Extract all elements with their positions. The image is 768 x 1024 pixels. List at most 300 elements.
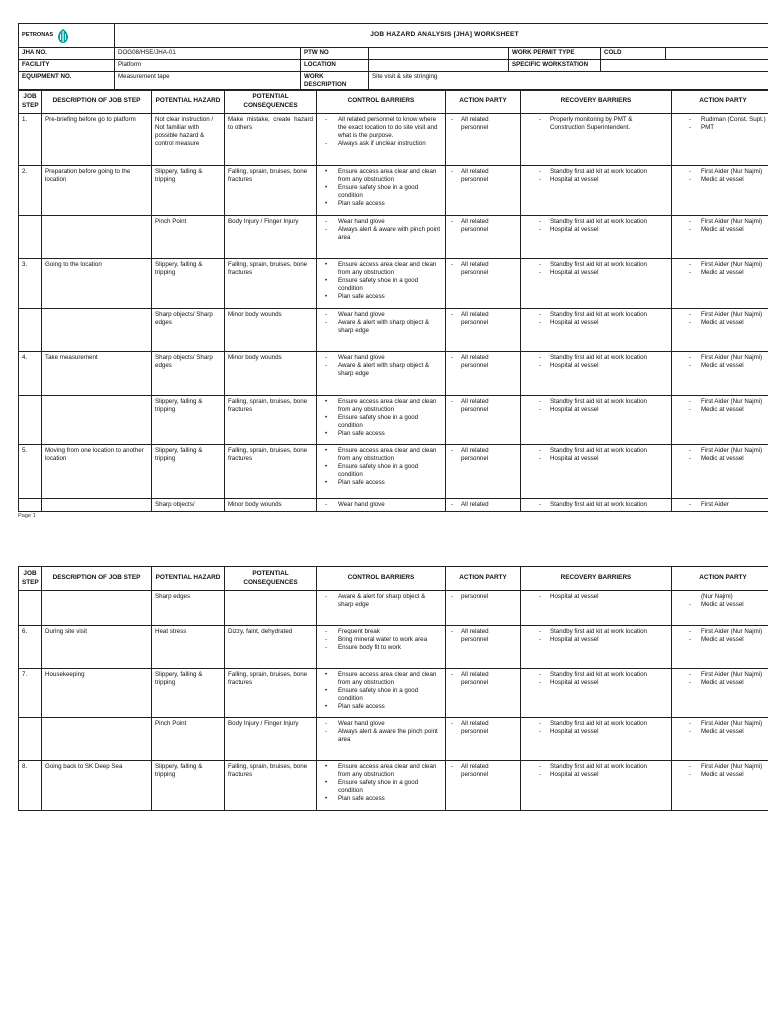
potential-hazard: Pinch Point xyxy=(152,718,225,761)
control-barrier-item: • Ensure safety shoe in a good condition xyxy=(320,687,442,703)
control-barriers-cell xyxy=(317,309,446,352)
control-barrier-item: • Ensure access area clear and clean from any obstruction xyxy=(320,447,442,463)
potential-hazard: Pinch Point xyxy=(152,216,225,259)
action-party-cell xyxy=(446,499,521,512)
recovery-action-party-item-list xyxy=(675,311,768,327)
recovery-action-party-item: - First Aider (Nur Najmi) xyxy=(675,447,768,455)
potential-hazard: Slippery, falling & tripping xyxy=(152,445,225,499)
recovery-barrier-item-list xyxy=(524,447,668,463)
recovery-barriers-cell xyxy=(521,216,672,259)
recovery-barrier-item: - Standby first aid kit at work location xyxy=(524,311,668,319)
job-step-number: 4. xyxy=(19,352,42,396)
col-job-step: JOB STEP xyxy=(19,90,42,114)
action-party-cell xyxy=(446,259,521,309)
recovery-barriers-cell xyxy=(521,669,672,718)
action-party-cell xyxy=(446,352,521,396)
recovery-barrier-item: - Standby first aid kit at work location xyxy=(524,628,668,636)
control-barrier-item: - Bring mineral water to work area xyxy=(320,636,442,644)
action-party-item-list xyxy=(449,628,517,644)
action-party-item-list xyxy=(449,447,517,463)
recovery-barrier-item-list xyxy=(524,354,668,370)
recovery-action-party-cell xyxy=(672,718,768,761)
col-action-party: ACTION PARTY xyxy=(446,567,521,591)
recovery-action-party-item-list xyxy=(675,671,768,687)
recovery-barriers-cell xyxy=(521,591,672,626)
control-barriers-cell xyxy=(317,216,446,259)
recovery-action-party-cell xyxy=(672,352,768,396)
control-barrier-item-list xyxy=(320,501,442,509)
recovery-action-party-item: - First Aider (Nur Najmi) xyxy=(675,398,768,406)
control-barrier-item: - Aware & alert with sharp object & sharp edge xyxy=(320,362,442,378)
control-barrier-item-list xyxy=(320,447,442,487)
recovery-barrier-item: - Standby first aid kit at work location xyxy=(524,168,668,176)
recovery-barrier-item: - Standby first aid kit at work location xyxy=(524,501,668,509)
recovery-barrier-item: - Hospital at vessel xyxy=(524,593,668,601)
action-party-item: - All related personnel xyxy=(449,261,517,277)
action-party-item-list xyxy=(449,501,517,509)
table-header-row xyxy=(19,90,768,114)
worksheet-header xyxy=(18,23,768,91)
recovery-action-party-item: - Medic at vessel xyxy=(675,226,768,234)
control-barriers-cell xyxy=(317,718,446,761)
job-step-number: 7. xyxy=(19,669,42,718)
recovery-action-party-cell xyxy=(672,396,768,445)
recovery-barrier-item: - Hospital at vessel xyxy=(524,455,668,463)
recovery-barrier-item: - Standby first aid kit at work location xyxy=(524,763,668,771)
recovery-barriers-cell xyxy=(521,761,672,811)
recovery-action-party-item: - Medic at vessel xyxy=(675,636,768,644)
action-party-item-list xyxy=(449,116,517,132)
potential-consequence: Minor body wounds xyxy=(225,352,317,396)
control-barrier-item-list xyxy=(320,628,442,652)
recovery-action-party-cell xyxy=(672,591,768,626)
recovery-barriers-cell xyxy=(521,352,672,396)
recovery-action-party-item-list xyxy=(675,398,768,414)
recovery-action-party-item: - Rudiman (Const. Supt.) xyxy=(675,116,768,124)
action-party-item: - All related personnel xyxy=(449,628,517,644)
action-party-item-list xyxy=(449,218,517,234)
action-party-item: - All related personnel xyxy=(449,354,517,370)
recovery-action-party-item-list xyxy=(675,447,768,463)
action-party-cell xyxy=(446,669,521,718)
recovery-barrier-item: - Standby first aid kit at work location xyxy=(524,354,668,362)
location-label: LOCATION xyxy=(301,60,369,72)
recovery-action-party-item-list xyxy=(675,354,768,370)
recovery-action-party-item: - PMT xyxy=(675,124,768,132)
recovery-action-party-cell xyxy=(672,761,768,811)
recovery-barrier-item: - Standby first aid kit at work location xyxy=(524,671,668,679)
job-step-description: Preparation before going to the location xyxy=(42,166,152,216)
control-barrier-item: • Plan safe access xyxy=(320,430,442,438)
recovery-action-party-item-list xyxy=(675,168,768,184)
job-step-description: During site visit xyxy=(42,626,152,669)
recovery-barrier-item: - Hospital at vessel xyxy=(524,728,668,736)
job-step-number: 2. xyxy=(19,166,42,216)
recovery-action-party-item: - First Aider (Nur Najmi) xyxy=(675,311,768,319)
control-barrier-item-list xyxy=(320,218,442,242)
recovery-action-party-item-list xyxy=(675,763,768,779)
job-step-description: Moving from one location to another location xyxy=(42,445,152,499)
action-party-item-list xyxy=(449,261,517,277)
petronas-logo xyxy=(22,28,111,44)
control-barrier-item-list xyxy=(320,168,442,208)
action-party-item-list xyxy=(449,671,517,687)
control-barriers-cell xyxy=(317,591,446,626)
control-barriers-cell xyxy=(317,445,446,499)
potential-consequence: Body Injury / Finger Injury xyxy=(225,216,317,259)
control-barriers-cell xyxy=(317,669,446,718)
recovery-action-party-item: - First Aider (Nur Najmi) xyxy=(675,628,768,636)
control-barrier-item-list xyxy=(320,763,442,803)
recovery-barrier-item: - Hospital at vessel xyxy=(524,226,668,234)
recovery-barrier-item: - Properly monitoring by PMT & Construction Superintendent. xyxy=(524,116,668,132)
recovery-action-party-item: - First Aider (Nur Najmi) xyxy=(675,763,768,771)
petronas-emblem-icon xyxy=(56,28,70,44)
recovery-barrier-item: - Hospital at vessel xyxy=(524,406,668,414)
table-row xyxy=(19,114,768,166)
control-barrier-item: - All related personnel to know where the exact location to do site visit and what is the purpose. xyxy=(320,116,442,140)
table-row xyxy=(19,591,768,626)
control-barrier-item: • Plan safe access xyxy=(320,703,442,711)
job-step-number xyxy=(19,396,42,445)
location-value xyxy=(369,60,509,72)
control-barriers-cell xyxy=(317,396,446,445)
recovery-barrier-item: - Hospital at vessel xyxy=(524,362,668,370)
control-barrier-item: - Frequent break xyxy=(320,628,442,636)
control-barriers-cell xyxy=(317,352,446,396)
work-description-label: WORK DESCRIPTION xyxy=(301,72,369,91)
action-party-cell xyxy=(446,216,521,259)
ptw-no-label: PTW NO xyxy=(301,48,369,60)
table-row xyxy=(19,718,768,761)
action-party-item-list xyxy=(449,763,517,779)
jha-no-label: JHA NO. xyxy=(19,48,115,60)
recovery-barrier-item: - Hospital at vessel xyxy=(524,176,668,184)
jha-table-page-2 xyxy=(18,566,768,811)
control-barriers-cell xyxy=(317,166,446,216)
col-job-step: JOB STEP xyxy=(19,567,42,591)
action-party-item-list xyxy=(449,168,517,184)
recovery-action-party-item: - Medic at vessel xyxy=(675,601,768,609)
recovery-action-party-item-list xyxy=(675,720,768,736)
table-row xyxy=(19,445,768,499)
recovery-action-party-item: - Medic at vessel xyxy=(675,455,768,463)
control-barrier-item-list xyxy=(320,398,442,438)
work-permit-type-value: COLD xyxy=(601,48,666,60)
control-barrier-item: • Ensure access area clear and clean from any obstruction xyxy=(320,168,442,184)
job-step-number: 1. xyxy=(19,114,42,166)
table-row xyxy=(19,216,768,259)
potential-consequence: Falling, sprain, bruises, bone fractures xyxy=(225,166,317,216)
potential-consequence: Falling, sprain, bruises, bone fractures xyxy=(225,669,317,718)
job-step-description xyxy=(42,499,152,512)
job-step-number: 5. xyxy=(19,445,42,499)
equipment-no-value: Measurement tape xyxy=(115,72,301,91)
table-row xyxy=(19,499,768,512)
control-barriers-cell xyxy=(317,114,446,166)
potential-consequence: Make mistake, create hazard to others xyxy=(225,114,317,166)
control-barrier-item: - Ensure body fit to work xyxy=(320,644,442,652)
job-step-description: Pre-briefing before go to platform xyxy=(42,114,152,166)
recovery-action-party-cell xyxy=(672,626,768,669)
control-barriers-cell xyxy=(317,259,446,309)
control-barriers-cell xyxy=(317,499,446,512)
potential-consequence: Falling, sprain, bruises, bone fractures xyxy=(225,761,317,811)
recovery-action-party-item: - Medic at vessel xyxy=(675,362,768,370)
control-barrier-item-list xyxy=(320,720,442,744)
recovery-action-party-item: - First Aider (Nur Najmi) xyxy=(675,218,768,226)
action-party-item-list xyxy=(449,593,517,601)
job-step-description: Take measurement xyxy=(42,352,152,396)
job-step-number: 8. xyxy=(19,761,42,811)
recovery-barrier-item-list xyxy=(524,218,668,234)
potential-hazard: Heat stress xyxy=(152,626,225,669)
col-description: DESCRIPTION OF JOB STEP xyxy=(42,567,152,591)
control-barrier-item: - Wear hand glove xyxy=(320,218,442,226)
recovery-barrier-item-list xyxy=(524,720,668,736)
control-barrier-item: • Plan safe access xyxy=(320,795,442,803)
control-barrier-item-list xyxy=(320,671,442,711)
control-barrier-item: - Wear hand glove xyxy=(320,354,442,362)
table-row xyxy=(19,669,768,718)
recovery-barrier-item-list xyxy=(524,501,668,509)
recovery-barriers-cell xyxy=(521,114,672,166)
recovery-barrier-item: - Standby first aid kit at work location xyxy=(524,261,668,269)
control-barrier-item: • Ensure safety shoe in a good condition xyxy=(320,779,442,795)
job-step-description xyxy=(42,718,152,761)
recovery-action-party-cell xyxy=(672,259,768,309)
control-barrier-item: • Plan safe access xyxy=(320,479,442,487)
control-barrier-item: • Ensure safety shoe in a good condition xyxy=(320,184,442,200)
recovery-barrier-item-list xyxy=(524,398,668,414)
control-barrier-item: • Ensure access area clear and clean from any obstruction xyxy=(320,398,442,414)
control-barrier-item-list xyxy=(320,593,442,609)
col-recovery-barriers: RECOVERY BARRIERS xyxy=(521,567,672,591)
potential-consequence: Dizzy, faint, dehydrated xyxy=(225,626,317,669)
logo-wordmark: PETRONAS xyxy=(22,31,54,38)
recovery-barrier-item-list xyxy=(524,116,668,132)
action-party-item: - All related personnel xyxy=(449,116,517,132)
job-step-description: Going back to SK Deep Sea xyxy=(42,761,152,811)
ptw-no-value xyxy=(369,48,509,60)
action-party-cell xyxy=(446,718,521,761)
recovery-action-party-cell xyxy=(672,309,768,352)
recovery-action-party-item: - Medic at vessel xyxy=(675,176,768,184)
recovery-action-party-item: - Medic at vessel xyxy=(675,728,768,736)
control-barriers-cell xyxy=(317,761,446,811)
control-barriers-cell xyxy=(317,626,446,669)
action-party-item: - All related personnel xyxy=(449,398,517,414)
recovery-action-party-item-list xyxy=(675,628,768,644)
potential-hazard: Sharp objects/ Sharp edges xyxy=(152,352,225,396)
control-barrier-item: • Ensure safety shoe in a good condition xyxy=(320,463,442,479)
recovery-barrier-item-list xyxy=(524,763,668,779)
table-row xyxy=(19,259,768,309)
recovery-barrier-item-list xyxy=(524,168,668,184)
potential-consequence: Body Injury / Finger Injury xyxy=(225,718,317,761)
job-step-description xyxy=(42,309,152,352)
work-description-value: Site visit & site stringing xyxy=(369,72,768,91)
action-party-item: - All related xyxy=(449,501,517,509)
recovery-barrier-item: - Standby first aid kit at work location xyxy=(524,720,668,728)
recovery-action-party-cell xyxy=(672,499,768,512)
control-barrier-item: - Wear hand glove xyxy=(320,720,442,728)
job-step-description xyxy=(42,591,152,626)
control-barrier-item: • Ensure access area clear and clean from any obstruction xyxy=(320,763,442,779)
col-recovery-action-party: ACTION PARTY xyxy=(672,90,768,114)
work-permit-type-empty xyxy=(666,48,768,60)
potential-hazard: Slippery, falling & tripping xyxy=(152,761,225,811)
control-barrier-item: • Ensure access area clear and clean from any obstruction xyxy=(320,671,442,687)
recovery-barrier-item-list xyxy=(524,261,668,277)
recovery-barrier-item: - Hospital at vessel xyxy=(524,319,668,327)
recovery-action-party-item: - Medic at vessel xyxy=(675,771,768,779)
recovery-action-party-item-list xyxy=(675,601,768,609)
equipment-no-label: EQUIPMENT NO. xyxy=(19,72,115,91)
action-party-item: - All related personnel xyxy=(449,720,517,736)
control-barrier-item-list xyxy=(320,311,442,335)
col-consequences: POTENTIAL CONSEQUENCES xyxy=(225,90,317,114)
recovery-action-party-item: - Medic at vessel xyxy=(675,319,768,327)
potential-hazard: Slippery, falling & tripping xyxy=(152,669,225,718)
recovery-barrier-item-list xyxy=(524,671,668,687)
recovery-action-party-item-list xyxy=(675,501,768,509)
recovery-action-party-item-list xyxy=(675,261,768,277)
logo-cell xyxy=(19,24,115,48)
action-party-cell xyxy=(446,309,521,352)
work-permit-type-label: WORK PERMIT TYPE xyxy=(509,48,601,60)
recovery-action-party-item: - Medic at vessel xyxy=(675,406,768,414)
action-party-cell xyxy=(446,396,521,445)
potential-hazard: Slippery, falling & tripping xyxy=(152,166,225,216)
action-party-cell xyxy=(446,591,521,626)
control-barrier-item: - Aware & alert with sharp object & sharp edge xyxy=(320,319,442,335)
control-barrier-item-list xyxy=(320,261,442,301)
control-barrier-item: - Wear hand glove xyxy=(320,501,442,509)
col-recovery-action-party: ACTION PARTY xyxy=(672,567,768,591)
control-barrier-item: • Ensure safety shoe in a good condition xyxy=(320,414,442,430)
recovery-barrier-item: - Standby first aid kit at work location xyxy=(524,218,668,226)
recovery-action-party-item: - Medic at vessel xyxy=(675,679,768,687)
recovery-action-party-continued: (Nur Najmi) xyxy=(701,593,733,600)
control-barrier-item: - Aware & alert for sharp object & sharp edge xyxy=(320,593,442,609)
recovery-action-party-item: - First Aider (Nur Najmi) xyxy=(675,261,768,269)
recovery-barrier-item-list xyxy=(524,628,668,644)
control-barrier-item: • Ensure safety shoe in a good condition xyxy=(320,277,442,293)
recovery-action-party-cell xyxy=(672,114,768,166)
col-control-barriers: CONTROL BARRIERS xyxy=(317,567,446,591)
control-barrier-item: - Always ask if unclear instruction xyxy=(320,140,442,148)
recovery-barrier-item-list xyxy=(524,593,668,601)
facility-value: Platform xyxy=(115,60,301,72)
page-number: Page 1 xyxy=(18,513,36,519)
recovery-barriers-cell xyxy=(521,259,672,309)
recovery-action-party-item-list xyxy=(675,218,768,234)
specific-workstation-label: SPECIFIC WORKSTATION xyxy=(509,60,601,72)
control-barrier-item: - Wear hand glove xyxy=(320,311,442,319)
control-barrier-item: • Plan safe access xyxy=(320,293,442,301)
job-step-number xyxy=(19,309,42,352)
potential-hazard: Not clear instruction / Not familiar with possible hazard & control measure xyxy=(152,114,225,166)
job-step-description: Going to the location xyxy=(42,259,152,309)
potential-hazard: Slippery, falling & tripping xyxy=(152,259,225,309)
control-barrier-item: • Ensure access area clear and clean from any obstruction xyxy=(320,261,442,277)
action-party-cell xyxy=(446,114,521,166)
control-barrier-item: - Always alert & aware with pinch point area xyxy=(320,226,442,242)
recovery-barriers-cell xyxy=(521,309,672,352)
recovery-action-party-item: - First Aider (Nur Najmi) xyxy=(675,168,768,176)
action-party-item: - All related personnel xyxy=(449,671,517,687)
job-step-description: Housekeeping xyxy=(42,669,152,718)
col-hazard: POTENTIAL HAZARD xyxy=(152,90,225,114)
action-party-item: - All related personnel xyxy=(449,311,517,327)
recovery-action-party-cell xyxy=(672,216,768,259)
job-step-number xyxy=(19,591,42,626)
recovery-barriers-cell xyxy=(521,166,672,216)
potential-consequence: Falling, sprain, bruises, bone fractures xyxy=(225,445,317,499)
potential-consequence: Falling, sprain, bruises, bone fractures xyxy=(225,396,317,445)
job-step-number: 6. xyxy=(19,626,42,669)
jha-table-page-1 xyxy=(18,89,768,512)
action-party-item: - All related personnel xyxy=(449,447,517,463)
table-row xyxy=(19,761,768,811)
potential-hazard: Sharp edges xyxy=(152,591,225,626)
table-row xyxy=(19,166,768,216)
action-party-item-list xyxy=(449,398,517,414)
control-barrier-item: • Plan safe access xyxy=(320,200,442,208)
table-row xyxy=(19,309,768,352)
col-action-party: ACTION PARTY xyxy=(446,90,521,114)
action-party-cell xyxy=(446,761,521,811)
potential-consequence: Minor body wounds xyxy=(225,499,317,512)
recovery-action-party-item: - Medic at vessel xyxy=(675,269,768,277)
potential-hazard: Sharp objects/ Sharp edges xyxy=(152,309,225,352)
recovery-action-party-item-list xyxy=(675,116,768,132)
potential-consequence: Falling, sprain, bruises, bone fractures xyxy=(225,259,317,309)
recovery-barriers-cell xyxy=(521,396,672,445)
job-step-number: 3. xyxy=(19,259,42,309)
facility-label: FACILITY xyxy=(19,60,115,72)
table-body-page-1 xyxy=(19,114,768,512)
recovery-barrier-item-list xyxy=(524,311,668,327)
potential-consequence: Minor body wounds xyxy=(225,309,317,352)
job-step-number xyxy=(19,718,42,761)
action-party-item: - personnel xyxy=(449,593,517,601)
table-row xyxy=(19,352,768,396)
recovery-action-party-cell xyxy=(672,445,768,499)
action-party-item: - All related personnel xyxy=(449,218,517,234)
recovery-barrier-item: - Hospital at vessel xyxy=(524,679,668,687)
action-party-item: - All related personnel xyxy=(449,763,517,779)
table-row xyxy=(19,396,768,445)
job-step-number xyxy=(19,499,42,512)
col-recovery-barriers: RECOVERY BARRIERS xyxy=(521,90,672,114)
col-description: DESCRIPTION OF JOB STEP xyxy=(42,90,152,114)
recovery-action-party-cell xyxy=(672,166,768,216)
job-step-number xyxy=(19,216,42,259)
recovery-barriers-cell xyxy=(521,445,672,499)
recovery-action-party-item: - First Aider (Nur Najmi) xyxy=(675,720,768,728)
specific-workstation-value xyxy=(601,60,768,72)
job-step-description xyxy=(42,396,152,445)
table-header-row xyxy=(19,567,768,591)
recovery-barrier-item: - Hospital at vessel xyxy=(524,771,668,779)
action-party-cell xyxy=(446,626,521,669)
recovery-barrier-item: - Standby first aid kit at work location xyxy=(524,447,668,455)
worksheet-title: JOB HAZARD ANALYSIS [JHA] WORKSHEET xyxy=(115,24,768,48)
action-party-cell xyxy=(446,166,521,216)
recovery-action-party-cell xyxy=(672,669,768,718)
